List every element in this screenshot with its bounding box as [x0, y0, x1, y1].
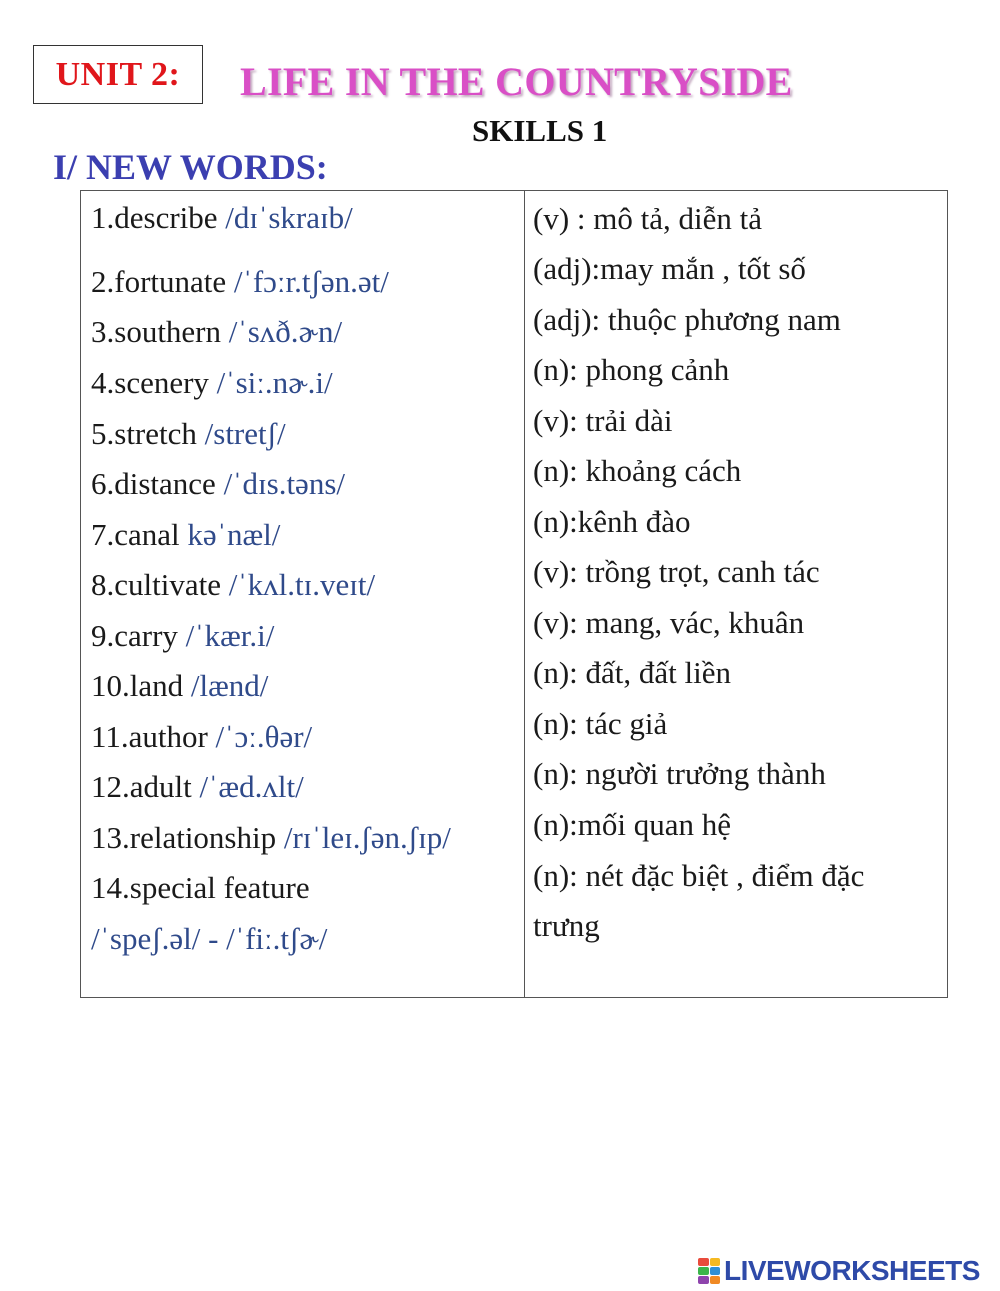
vocabulary-words-column	[81, 191, 525, 997]
vocab-word-row	[91, 767, 304, 807]
vocab-ipa-row	[91, 919, 327, 959]
vocab-meaning: (v): trải dài	[533, 403, 673, 438]
logo-square	[698, 1276, 709, 1284]
vocabulary-table	[80, 190, 948, 998]
vocab-ipa: /rɪˈleɪ.ʃən.ʃɪp/	[283, 820, 451, 855]
vocab-word: 4.scenery	[91, 365, 217, 400]
vocab-meaning: (n): phong cảnh	[533, 352, 730, 387]
vocab-ipa: /ˈkær.i/	[185, 618, 275, 653]
vocab-word: 13.relationship	[91, 820, 284, 855]
vocab-word-row	[91, 414, 286, 454]
vocab-ipa: /ˈkʌl.tɪ.veɪt/	[228, 567, 376, 602]
vocab-word: 12.adult	[91, 769, 200, 804]
vocab-word: 7.canal	[91, 517, 188, 552]
vocab-word-row	[91, 565, 375, 605]
vocab-ipa: /ˈspeʃ.əl/ - /ˈfiː.tʃɚ/	[91, 921, 328, 956]
vocab-ipa: /ˈfɔːr.tʃən.ət/	[233, 264, 389, 299]
vocab-word-row	[91, 818, 451, 858]
unit-label-box	[33, 45, 203, 104]
vocab-meaning: (n): khoảng cách	[533, 453, 742, 488]
vocab-word: 10.land	[91, 668, 191, 703]
vocab-word-row	[91, 363, 333, 403]
vocab-word: 3.southern	[91, 314, 229, 349]
vocab-word-row	[91, 198, 353, 238]
vocab-word-row	[91, 868, 310, 908]
vocab-meaning: (n):kênh đào	[533, 504, 691, 539]
logo-square	[710, 1276, 721, 1284]
vocab-meaning: (adj): thuộc phương nam	[533, 302, 841, 337]
vocab-word: 8.cultivate	[91, 567, 229, 602]
page-title: LIFE IN THE COUNTRYSIDE	[240, 59, 793, 104]
liveworksheets-brand: LIVEWORKSHEETS	[724, 1255, 980, 1286]
vocab-word: 1.describe	[91, 200, 226, 235]
vocab-meaning: (n): tác giả	[533, 706, 668, 741]
liveworksheets-logo	[698, 1255, 980, 1287]
vocab-meaning: (adj):may mắn , tốt số	[533, 251, 806, 286]
vocab-word: 6.distance	[91, 466, 224, 501]
section-heading: I/ NEW WORDS:	[53, 147, 328, 187]
vocab-word-row	[91, 312, 342, 352]
vocab-word: 2.fortunate	[91, 264, 234, 299]
vocab-ipa: /ˈsʌð.ɚn/	[228, 314, 343, 349]
vocab-ipa: /ˈɔː.θər/	[215, 719, 313, 754]
vocab-meaning: trưng	[533, 908, 600, 943]
vocab-word: 9.carry	[91, 618, 186, 653]
logo-square	[698, 1267, 709, 1275]
vocabulary-meanings-column	[525, 191, 947, 997]
vocab-word-row	[91, 717, 312, 757]
vocab-meaning: (n): nét đặc biệt , điểm đặc	[533, 858, 865, 893]
vocab-ipa: /lænd/	[190, 668, 269, 703]
unit-label: UNIT 2:	[55, 55, 181, 93]
vocab-word-row	[91, 616, 274, 656]
vocab-meaning: (v): mang, vác, khuân	[533, 605, 805, 640]
logo-square	[710, 1267, 721, 1275]
page-subtitle: SKILLS 1	[472, 113, 608, 148]
vocab-word-row	[91, 666, 268, 706]
vocab-meaning: (v): trồng trọt, canh tác	[533, 554, 820, 589]
vocab-meaning: (v) : mô tả, diễn tả	[533, 201, 762, 236]
vocab-word: 11.author	[91, 719, 216, 754]
vocab-meaning: (n):mối quan hệ	[533, 807, 732, 842]
vocab-ipa: /ˈsiː.nɚ.i/	[216, 365, 333, 400]
vocab-ipa: /dɪˈskraɪb/	[225, 200, 353, 235]
liveworksheets-logo-icon	[698, 1258, 720, 1284]
vocab-word-row	[91, 464, 345, 504]
vocab-ipa: /ˈdɪs.təns/	[223, 466, 345, 501]
vocab-word-row	[91, 262, 389, 302]
vocab-ipa: kəˈnæl/	[187, 517, 281, 552]
vocab-word-row	[91, 515, 280, 555]
logo-square	[698, 1258, 709, 1266]
vocab-word: 5.stretch	[91, 416, 205, 451]
vocab-word: 14.special feature	[91, 870, 310, 905]
vocab-meaning: (n): người trưởng thành	[533, 756, 826, 791]
vocab-ipa: /ˈæd.ʌlt/	[199, 769, 304, 804]
vocab-ipa: /stretʃ/	[204, 416, 286, 451]
logo-square	[710, 1258, 721, 1266]
vocab-meaning: (n): đất, đất liền	[533, 655, 731, 690]
